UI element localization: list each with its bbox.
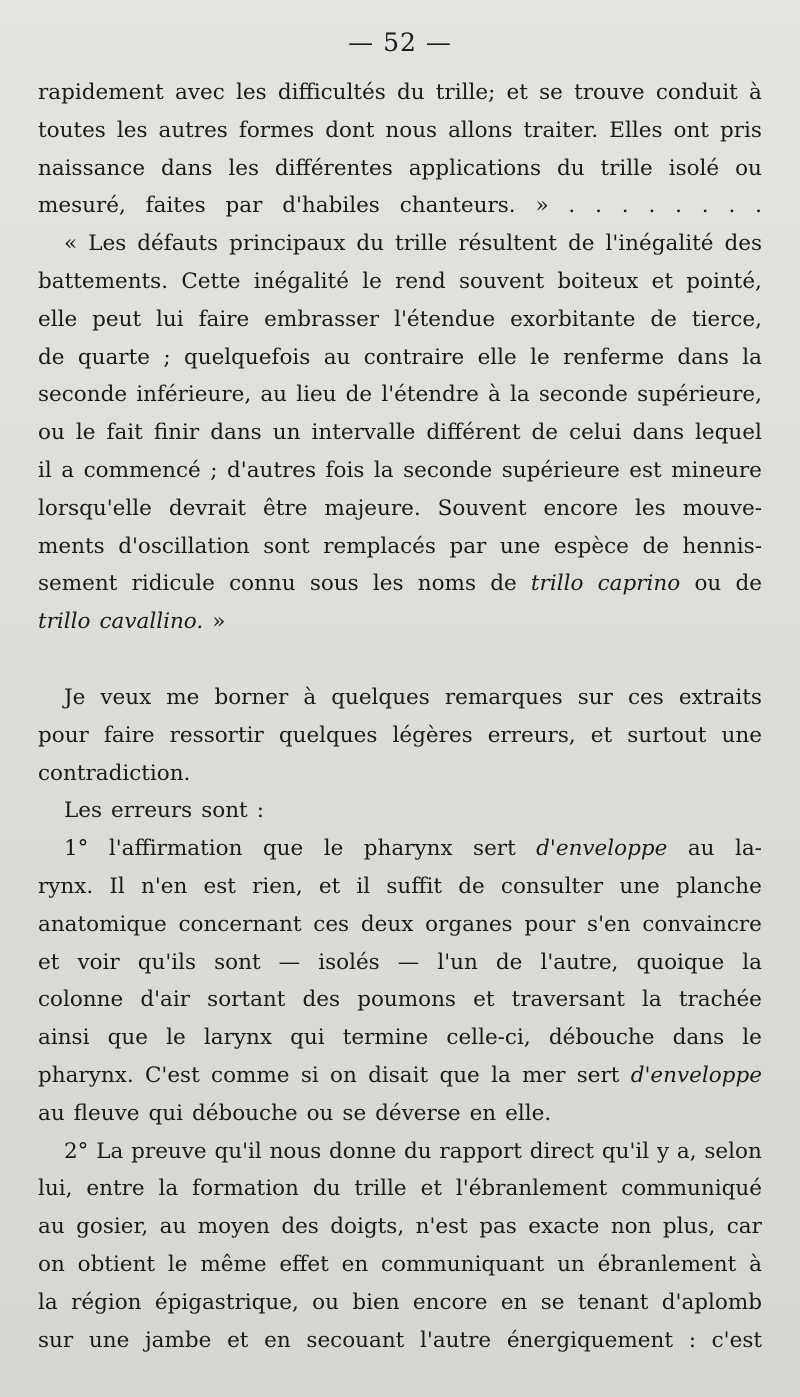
text-line: rapidement avec les difficultés du trille; et se trouve conduit à: [38, 80, 762, 105]
text-line: elle peut lui faire embrasser l'étendue exorbitante de tierce,: [38, 306, 762, 332]
text-line: lui, entre la formation du trille et l'ébranlement communiqué: [38, 1176, 762, 1202]
text-line: contradiction.: [38, 760, 191, 786]
text-line: naissance dans les différentes applications du trille isolé ou: [38, 155, 762, 181]
text-line: au gosier, au moyen des doigts, n'est pas exacte non plus, car: [38, 1214, 762, 1240]
text-line: ments d'oscillation sont remplacés par une espèce de hennis-: [38, 533, 762, 559]
text-line: et voir qu'ils sont — isolés — l'un de l'autre, quoique la: [38, 949, 762, 975]
text-line: mesuré, faites par d'habiles chanteurs. » . . . . . . . .: [38, 193, 762, 219]
text-line: lorsqu'elle devrait être majeure. Souvent encore les mouve-: [38, 495, 762, 521]
text-line: la région épigastrique, ou bien encore en se tenant d'aplomb: [38, 1289, 762, 1315]
text-line: de quarte ; quelquefois au contraire elle le renferme dans la: [38, 344, 762, 370]
text-line: il a commencé ; d'autres fois la seconde supérieure est mineure: [38, 457, 762, 483]
text-line: sur une jambe et en secouant l'autre énergiquement : c'est: [38, 1327, 762, 1353]
page-number: — 52 —: [348, 28, 452, 57]
quoted-passage: [38, 74, 762, 641]
text-line: Les erreurs sont :: [64, 798, 264, 824]
text-line: toutes les autres formes dont nous allons traiter. Elles ont pris: [38, 117, 762, 143]
text-line: rynx. Il n'en est rien, et il suffit de consulter une planche: [38, 873, 762, 899]
text-line: battements. Cette inégalité le rend souvent boiteux et pointé,: [38, 268, 762, 294]
text-line: ainsi que le larynx qui termine celle-ci, débouche dans le: [38, 1025, 762, 1051]
text-line: Je veux me borner à quelques remarques sur ces extraits: [64, 685, 762, 710]
text-line: 1° l'affirmation que le pharynx sert d'enveloppe au la-: [64, 836, 762, 862]
text-line: sement ridicule connu sous les noms de trillo caprino ou de: [38, 571, 762, 597]
commentary-passage: [38, 679, 762, 1359]
text-line: au fleuve qui débouche ou se déverse en elle.: [38, 1100, 552, 1126]
text-line: pharynx. C'est comme si on disait que la mer sert d'enveloppe: [38, 1062, 762, 1088]
text-line: seconde inférieure, au lieu de l'étendre à la seconde supérieure,: [38, 382, 762, 408]
text-line: on obtient le même effet en communiquant un ébranlement à: [38, 1251, 762, 1277]
text-line: « Les défauts principaux du trille résultent de l'inégalité des: [64, 231, 762, 257]
text-line: 2° La preuve qu'il nous donne du rapport direct qu'il y a, selon: [64, 1138, 762, 1164]
text-line: anatomique concernant ces deux organes pour s'en convaincre: [38, 911, 762, 937]
text-line: ou le fait finir dans un intervalle différent de celui dans lequel: [38, 420, 762, 446]
text-line: colonne d'air sortant des poumons et traversant la trachée: [38, 987, 762, 1013]
text-line: pour faire ressortir quelques légères erreurs, et surtout une: [38, 722, 762, 748]
text-line: trillo cavallino. »: [38, 609, 226, 635]
